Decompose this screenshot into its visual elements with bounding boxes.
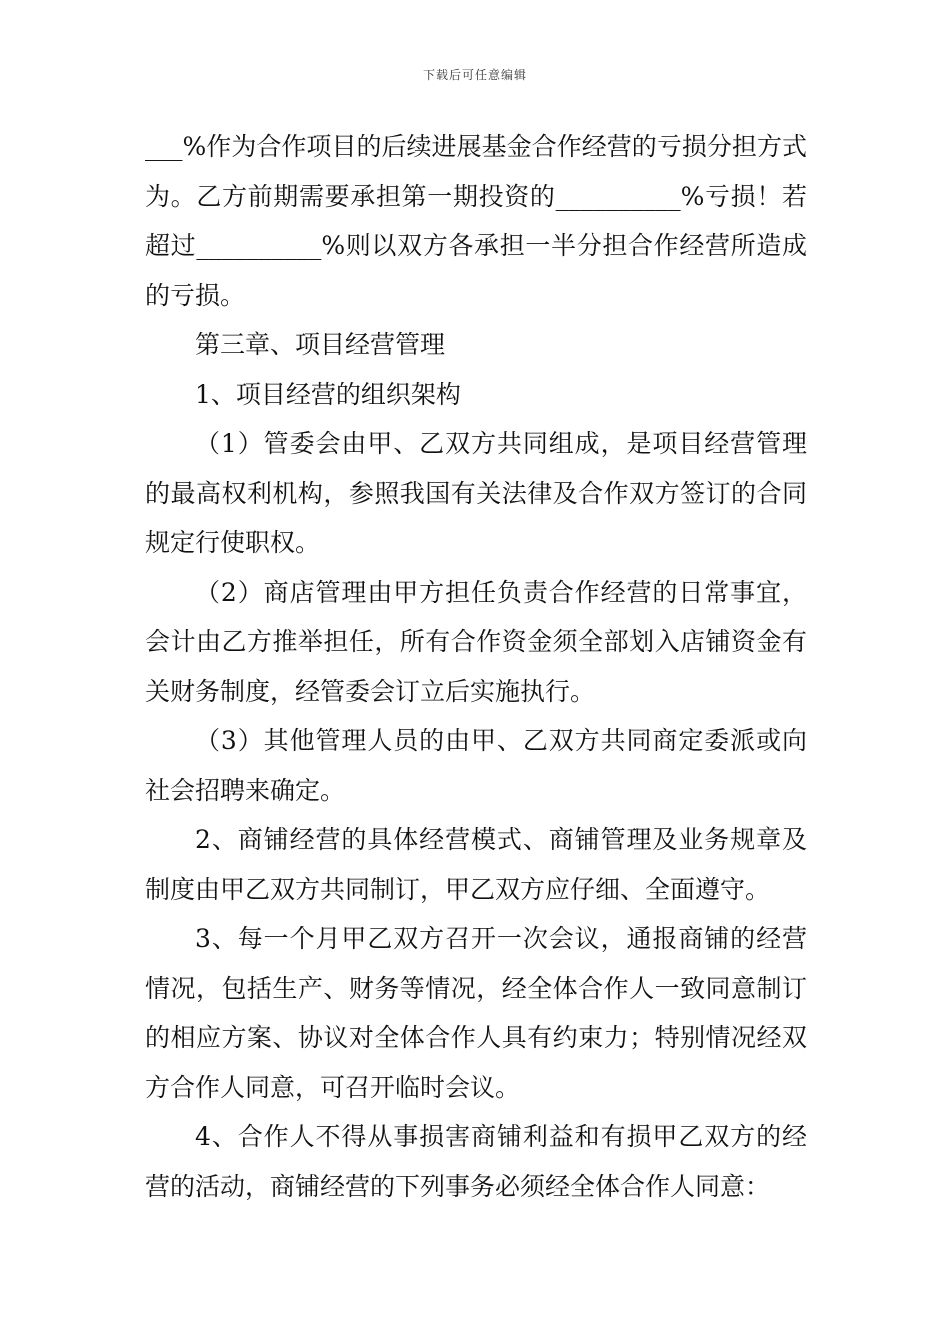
section-heading-organization: 1、项目经营的组织架构 xyxy=(195,379,461,409)
chapter-heading: 第三章、项目经营管理 xyxy=(195,330,446,359)
paragraph-partner-restrictions: 4、合作人不得从事损害商铺利益和有损甲乙双方的经营的活动，商铺经营的下列事务必须经全体合作人同意： xyxy=(145,1122,807,1201)
document-body xyxy=(145,122,807,1211)
page-header-note: 下载后可任意编辑 xyxy=(422,68,527,82)
paragraph-operating-model: 2、商铺经营的具体经营模式、商铺管理及业务规章及制度由甲乙双方共同制订，甲乙双方应仔细、全面遵守。 xyxy=(145,825,807,904)
paragraph-other-staff: （3）其他管理人员的由甲、乙双方共同商定委派或向社会招聘来确定。 xyxy=(145,726,807,805)
paragraph-monthly-meeting: 3、每一个月甲乙双方召开一次会议，通报商铺的经营情况，包括生产、财务等情况，经全体合作人一致同意制订的相应方案、协议对全体合作人具有约束力；特别情况经双方合作人同意，可召开临时会议。 xyxy=(145,924,807,1102)
paragraph-management-committee: （1）管委会由甲、乙双方共同组成，是项目经营管理的最高权利机构，参照我国有关法律及合作双方签订的合同规定行使职权。 xyxy=(145,429,807,557)
paragraph-store-management: （2）商店管理由甲方担任负责合作经营的日常事宜，会计由乙方推举担任，所有合作资金须全部划入店铺资金有关财务制度，经管委会订立后实施执行。 xyxy=(145,577,807,706)
paragraph-loss-sharing: ___%作为合作项目的后续进展基金合作经营的亏损分担方式为。乙方前期需要承担第一期投资的__________%亏损！若超过__________%则以双方各承担一半分担合作经营所造成的亏损。 xyxy=(145,132,807,310)
